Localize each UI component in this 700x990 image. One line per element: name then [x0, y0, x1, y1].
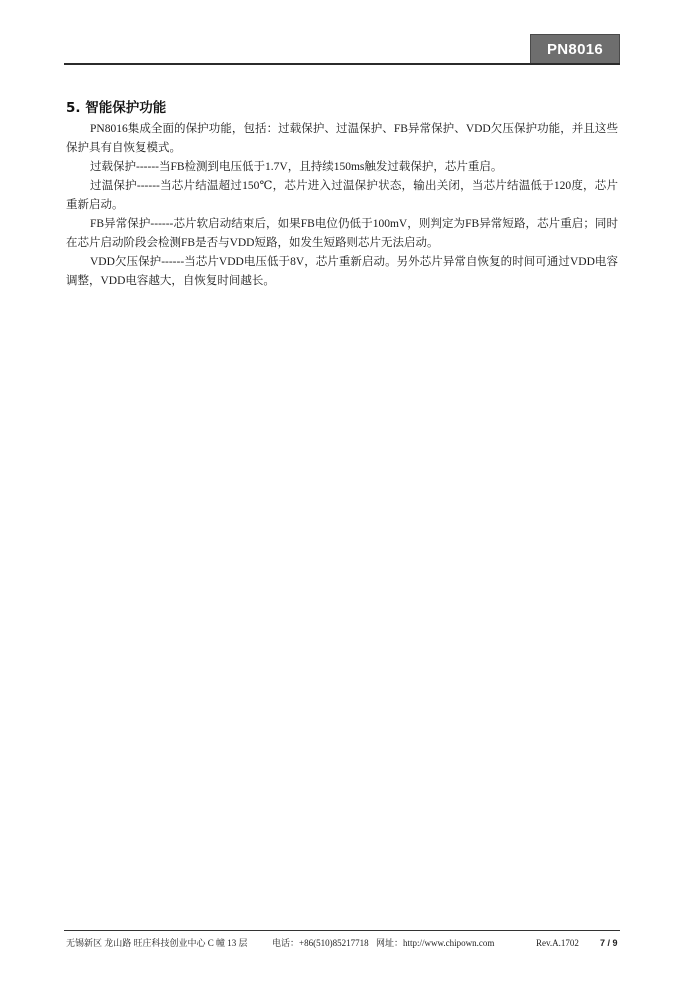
paragraph-overload-protection: 过载保护------当FB检测到电压低于1.7V，且持续150ms触发过载保护，芯片重启。 [90, 161, 503, 173]
footer-revision: Rev.A.1702 [536, 938, 579, 948]
paragraph-vdd-undervoltage-protection: VDD欠压保护------当芯片VDD电压低于8V，芯片重新启动。另外芯片异常自恢复的时间可通过VDD电容调整，VDD电容越大，自恢复时间越长。 [66, 256, 618, 287]
section-title: 5. 智能保护功能 [66, 100, 167, 116]
footer-page-number: 7 / 9 [600, 938, 618, 948]
part-number-badge: PN8016 [530, 34, 620, 64]
header-divider [64, 63, 620, 65]
document-body [66, 98, 618, 291]
paragraph-fb-abnormal-protection: FB异常保护------芯片软启动结束后，如果FB电位仍低于100mV，则判定为FB异常短路，芯片重启；同时在芯片启动阶段会检测FB是否与VDD短路，如发生短路则芯片无法启动。 [66, 218, 618, 249]
footer-phone: 电话：+86(510)85217718 [272, 938, 369, 948]
paragraph-over-temperature-protection: 过温保护------当芯片结温超过150℃，芯片进入过温保护状态，输出关闭，当芯片结温低于120度，芯片重新启动。 [66, 180, 618, 211]
paragraph-intro: PN8016集成全面的保护功能，包括：过载保护、过温保护、FB异常保护、VDD欠压保护功能，并且这些保护具有自恢复模式。 [66, 123, 618, 154]
footer-divider [64, 930, 620, 931]
page-footer [66, 936, 618, 950]
footer-website: 网址：http://www.chipown.com [376, 938, 495, 948]
footer-address: 无锡新区 龙山路 旺庄科技创业中心 C 幢 13 层 [66, 938, 248, 948]
